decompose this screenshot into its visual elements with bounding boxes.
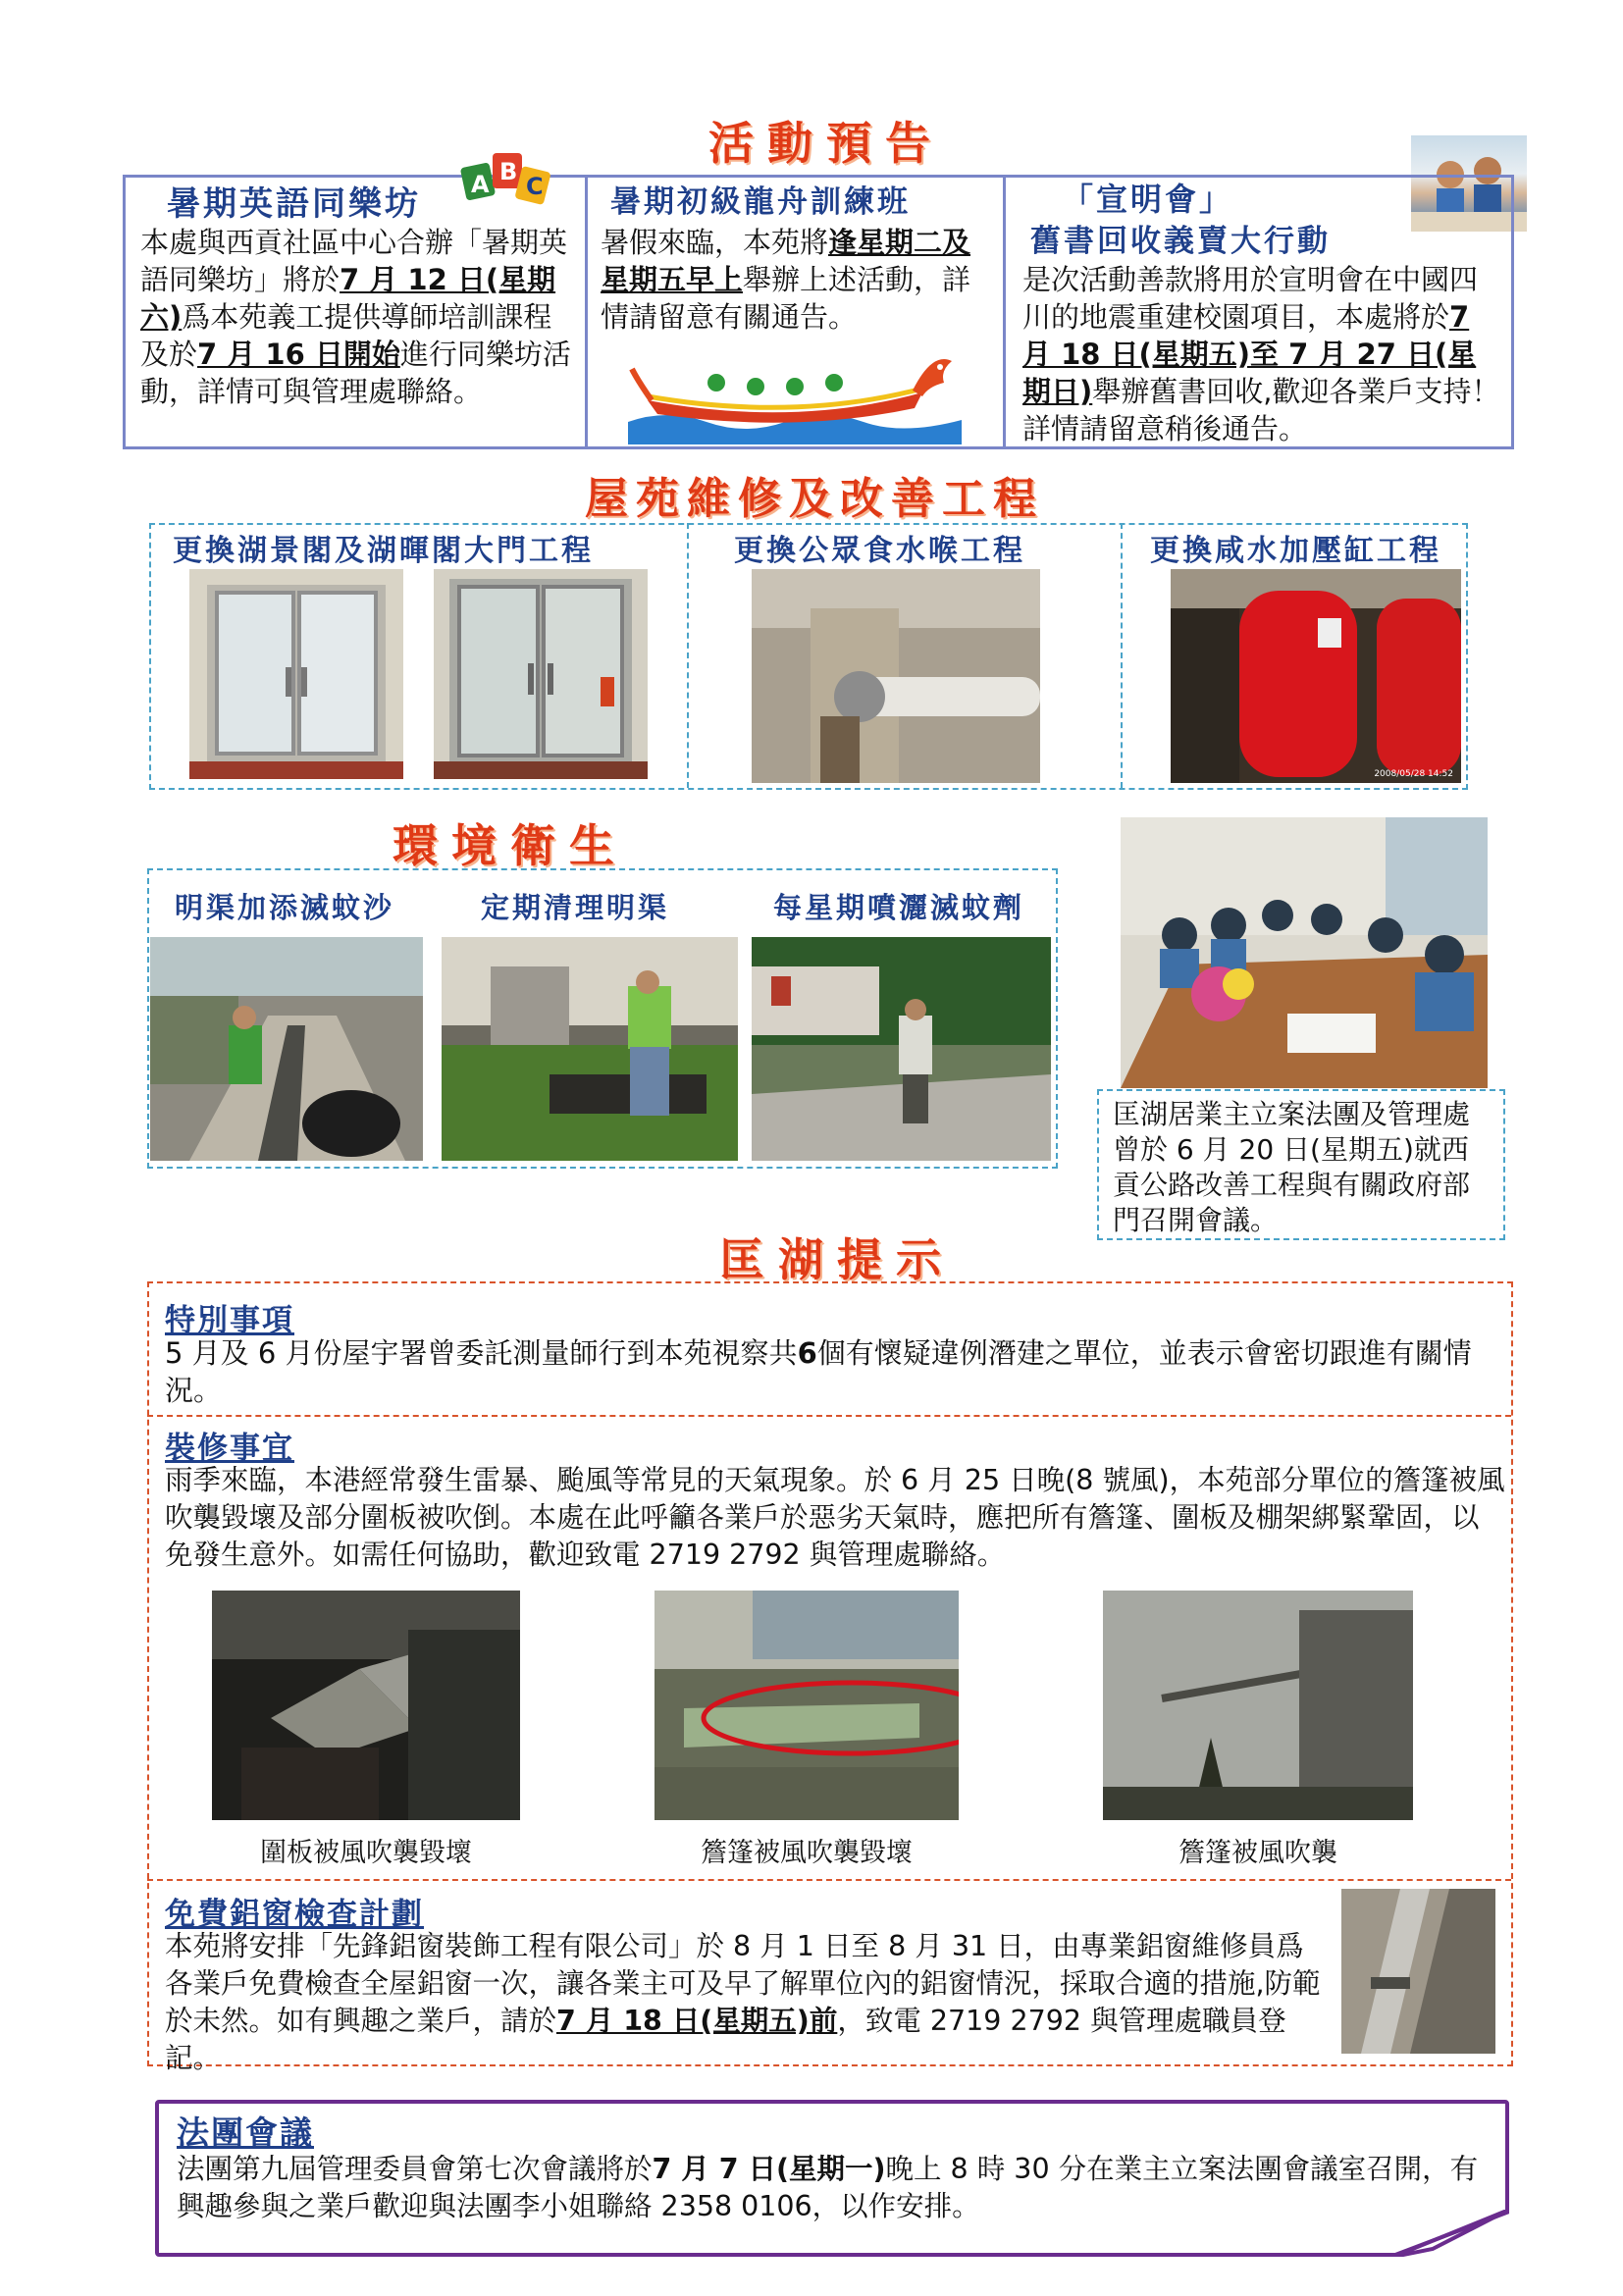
special-num: 6: [797, 1336, 817, 1370]
owners-meeting-heading: 法團會議: [177, 2113, 314, 2152]
owners-meeting-text: [177, 2151, 1496, 2225]
renovation-text: 雨季來臨，本港經常發生雷暴、颱風等常見的天氣現象。於 6 月 25 日晚(8 號風)，本苑部分單位的簷篷被風吹襲毀壞及部分圍板被吹倒。本處在此呼籲各業戶於惡劣天氣時，應把所有簷篷、圍板及棚架綁緊鞏固，以免發生意外。如需任何協助，歡迎致電 2719 2792 與管理處聯絡。: [165, 1464, 1505, 1571]
hygiene-section-title: 環境衛生: [393, 819, 628, 872]
window-check-heading: 免費鋁窗檢查計劃: [165, 1897, 424, 1932]
english-club-title: 暑期英語同樂坊: [167, 184, 421, 224]
maintenance-divider-1: [687, 523, 689, 788]
canopy-damage-caption: 簷篷被風吹襲毀壞: [701, 1838, 913, 1868]
hygiene-item1-label: 明渠加添滅蚊沙: [175, 891, 395, 924]
special-p1: 5 月及 6 月份屋宇署曾委託測量師行到本苑視察共: [165, 1336, 798, 1370]
window-p1: 本苑將安排「先鋒鋁窗裝飾工程有限公司」於 8 月 1 日至 8 月 31 日，由專業鋁窗維修員爲各業戶免費檢查全屋鋁窗一次，讓各業主可及早了解單位內的鋁窗情況，採取合適的措施,防範於未然。如有興趣之業戶，請於: [165, 1930, 1321, 2037]
activities-divider-2: [1003, 175, 1006, 449]
english-club-p1: 本處與西貢社區中心合辦「暑期英語同樂坊」將於: [140, 226, 568, 296]
maintenance-item3-label: 更換咸水加壓缸工程: [1150, 534, 1441, 568]
canopy-wind-photo: [1103, 1591, 1413, 1820]
abc-logo: [457, 145, 555, 224]
owners-meeting-date: 7 月 7 日(星期一): [652, 2153, 886, 2185]
svg-text:C: C: [526, 173, 544, 200]
special-p2: 個有懷疑違例潛建之單位，並表示會密切跟進有關情況。: [165, 1336, 1472, 1407]
meeting-photo: [1121, 817, 1488, 1088]
special-matters-heading: 特別事項: [165, 1303, 294, 1338]
dragonboat-p1: 暑假來臨，本苑將: [601, 226, 829, 259]
english-club-text: [140, 224, 574, 410]
meeting-caption: 匡湖居業主立案法團及管理處曾於 6 月 20 日(星期五)就西貢公路改善工程與有關政府部門召開會議。: [1113, 1098, 1471, 1236]
drain-clean-photo: [442, 937, 738, 1161]
english-club-p2: 爲本苑義工提供導師培訓課程及於: [140, 300, 552, 371]
window-p2: ，致電 2719 2792 與管理處職員登記。: [165, 2005, 1286, 2074]
water-pipe-photo: [752, 569, 1040, 783]
dragonboat-illustration: [628, 332, 962, 444]
recycle-text: [1022, 261, 1503, 447]
reminders-divider-2: [147, 1879, 1511, 1881]
recycle-date: 7 月 18 日(星期五)至 7 月 27 日(星期日): [1022, 300, 1477, 408]
window-check-text: [165, 1928, 1328, 2077]
recycle-title-2: 舊書回收義賣大行動: [1030, 224, 1331, 259]
tank-photo-timestamp: 2008/05/28 14:52: [1374, 769, 1453, 779]
window-date: 7 月 18 日(星期五)前: [556, 2005, 838, 2037]
canopy-wind-caption: 簷篷被風吹襲: [1178, 1838, 1337, 1868]
owners-meeting-p2: 晚上 8 時 30 分在業主立案法團會議室召開，有興趣參與之業戶歡迎與法團李小姐聯絡 2358 0106，以作安排。: [177, 2153, 1479, 2222]
canopy-damage-photo: [654, 1591, 959, 1820]
english-club-date2: 7 月 16 日開始: [197, 338, 400, 371]
owners-meeting-p1: 法團第九屆管理委員會第七次會議將於: [177, 2153, 653, 2185]
pressure-tank-photo: [1171, 569, 1461, 783]
maintenance-divider-2: [1121, 523, 1123, 788]
aluminium-window-photo: [1341, 1889, 1495, 2054]
hoarding-damage-photo: [212, 1591, 520, 1820]
maintenance-item2-label: 更換公眾食水喉工程: [734, 534, 1025, 568]
hoarding-damage-caption: 圍板被風吹襲毀壞: [260, 1838, 472, 1868]
english-club-date1: 7 月 12 日(星期六): [140, 263, 556, 334]
recycle-p2: 舉辦舊書回收,歡迎各業戶支持！詳情請留意稍後通告。: [1022, 375, 1500, 445]
svg-text:B: B: [499, 158, 518, 185]
hygiene-item2-label: 定期清理明渠: [481, 891, 670, 924]
renovation-heading: 裝修事宜: [165, 1431, 294, 1466]
maintenance-section-title: 屋苑維修及改善工程: [585, 474, 1044, 524]
english-club-p3: 進行同樂坊活動，詳情可與管理處聯絡。: [140, 338, 571, 408]
recycle-title-1: 「宣明會」: [1062, 181, 1234, 218]
door-photo-2: [434, 569, 648, 779]
dragonboat-p2: 舉辦上述活動，詳情請留意有關通告。: [601, 263, 971, 334]
special-matters-text: [165, 1334, 1499, 1409]
dragonboat-title: 暑期初級龍舟訓練班: [610, 184, 911, 220]
drain-sand-photo: [150, 937, 423, 1161]
reminders-section-title: 匡湖提示: [719, 1233, 955, 1286]
door-photo-1: [189, 569, 403, 779]
mosquito-spray-photo: [752, 937, 1051, 1161]
reminders-divider-1: [147, 1415, 1511, 1417]
activities-divider-1: [585, 175, 588, 449]
svg-text:A: A: [471, 171, 490, 198]
maintenance-item1-label: 更換湖景閣及湖暉閣大門工程: [173, 534, 594, 568]
dragonboat-date: 逢星期二及 星期五早上: [601, 226, 971, 296]
hygiene-item3-label: 每星期噴灑滅蚊劑: [773, 891, 1025, 924]
activities-section-title: 活動預告: [708, 117, 944, 170]
dragonboat-text: [601, 224, 993, 336]
recycle-p1: 是次活動善款將用於宣明會在中國四川的地震重建校園項目，本處將於: [1022, 263, 1479, 334]
